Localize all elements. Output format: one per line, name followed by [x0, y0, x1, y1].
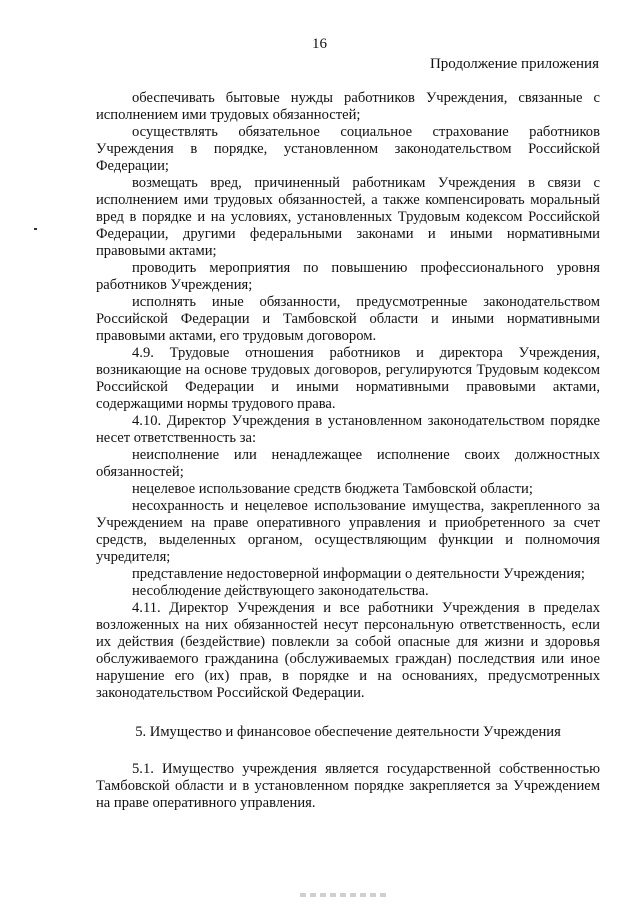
paragraph: обеспечивать бытовые нужды работников Учреждения, связанные с исполнением ими трудовых обязанностей; [96, 90, 600, 123]
paragraph: проводить мероприятия по повышению профессионального уровня работников Учреждения; [96, 260, 600, 293]
paragraph: неисполнение или ненадлежащее исполнение своих должностных обязанностей; [96, 447, 600, 480]
clause-4-11: 4.11. Директор Учреждения и все работники Учреждения в пределах возложенных на них обязанностей несут персональную ответственность, если их действия (бездействие) повлекли за собой опасные для жизни и здоровья обслуживаемого гражданина (обслуживаемых граждан) последствия или иное нарушение его (их) прав, в порядке и на основаниях, предусмотренных законодательством Российской Федерации. [96, 600, 600, 701]
paragraph: несохранность и нецелевое использование имущества, закрепленного за Учреждением на праве оперативного управления и приобретенного за счет средств, выделенных органом, осуществляющим функции и полномочия учредителя; [96, 498, 600, 565]
scan-artifact [300, 893, 390, 897]
paragraph: несоблюдение действующего законодательства. [132, 583, 429, 599]
clause-4-10: 4.10. Директор Учреждения в установленном законодательством порядке несет ответственность за: [96, 413, 600, 446]
page-number: 16 [312, 36, 327, 52]
clause-4-9: 4.9. Трудовые отношения работников и директора Учреждения, возникающие на основе трудовых договоров, регулируются Трудовым кодексом Российской Федерации и иными нормативными правовыми актами, содержащими нормы трудового права. [96, 345, 600, 412]
paragraph: нецелевое использование средств бюджета Тамбовской области; [132, 481, 533, 497]
paragraph: исполнять иные обязанности, предусмотренные законодательством Российской Федерации и Тамбовской области и иными нормативными правовыми актами, его трудовым договором. [96, 294, 600, 344]
paragraph: представление недостоверной информации о деятельности Учреждения; [132, 566, 585, 582]
document-body [96, 90, 600, 812]
paragraph: осуществлять обязательное социальное страхование работников Учреждения в порядке, установленном законодательством Российской Федерации; [96, 124, 600, 174]
clause-5-1: 5.1. Имущество учреждения является государственной собственностью Тамбовской области и в установленном порядке закрепляется за Учреждением на праве оперативного управления. [96, 761, 600, 811]
running-header: Продолжение приложения [429, 56, 599, 72]
scan-artifact [34, 228, 37, 230]
paragraph: возмещать вред, причиненный работникам Учреждения в связи с исполнением ими трудовых обязанностей, а также компенсировать моральный вред в порядке и на условиях, установленных Трудовым кодексом Российской Федерации, другими федеральными законами и иными нормативными правовыми актами; [96, 175, 600, 259]
section-heading: 5. Имущество и финансовое обеспечение деятельности Учреждения [135, 724, 561, 740]
